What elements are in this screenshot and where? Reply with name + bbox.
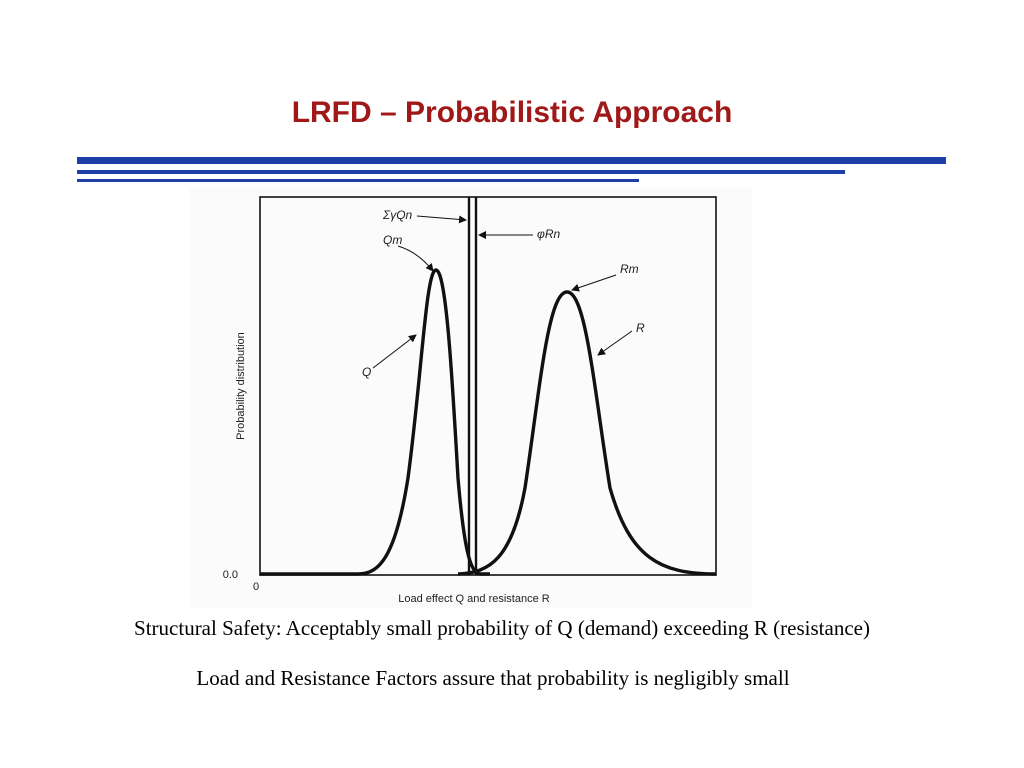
y-axis-label: Probability distribution [235,332,247,440]
factored-load-arrow [417,216,466,220]
distribution-diagram [190,188,752,608]
load-resistance-factors-caption: Load and Resistance Factors assure that probability is negligibly small [196,666,790,690]
load-distribution-curve [260,270,490,574]
rule-bottom [77,179,639,182]
slide-title: LRFD – Probabilistic Approach [291,96,733,129]
structural-safety-caption: Structural Safety: Acceptably small probability of Q (demand) exceeding R (resistance) [134,616,870,640]
probability-distribution-figure [190,188,752,608]
x-tick-label: 0 [252,581,260,593]
factored-load-label: ΣγQn [383,208,413,222]
load-curve-arrow [373,335,416,368]
mean-load-arrow [398,246,433,271]
rule-top [77,157,946,164]
resistance-distribution-curve [458,292,716,574]
rule-middle [77,170,845,174]
resistance-curve-arrow [598,331,632,355]
y-tick-label: 0.0 [222,569,238,581]
plot-frame [260,197,716,575]
load-curve-label: Q [362,365,372,379]
mean-resistance-label: Rm [620,262,639,276]
resistance-curve-label: R [636,321,645,335]
factored-resistance-label: φRn [537,227,561,241]
x-axis-label: Load effect Q and resistance R [398,593,550,605]
mean-load-label: Qm [383,233,403,247]
mean-resistance-arrow [572,275,616,290]
